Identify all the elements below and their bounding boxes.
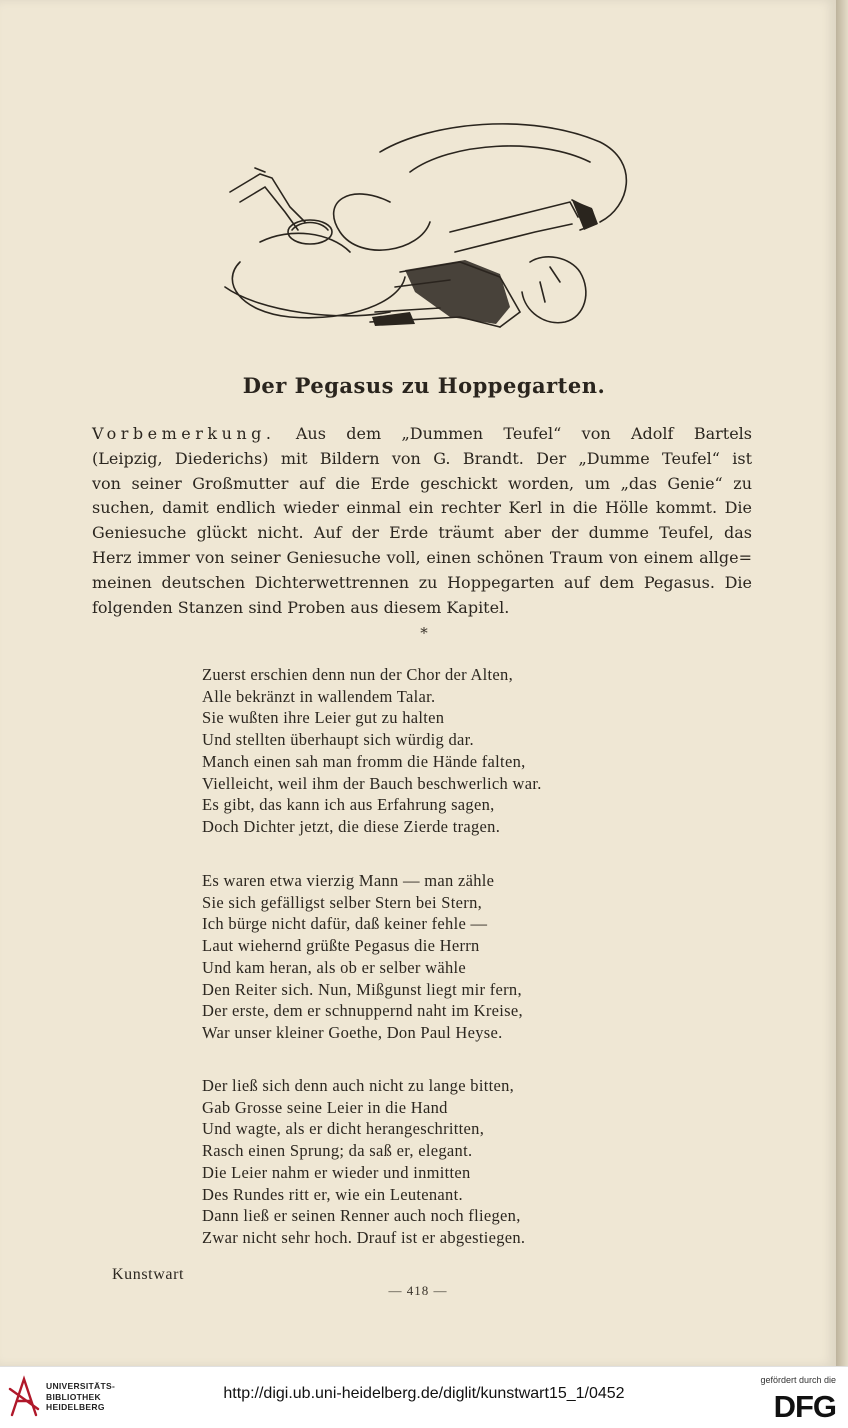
stanza-3 (202, 1075, 622, 1249)
verse-line: Vielleicht, weil ihm der Bauch beschwerlich war. (202, 773, 542, 793)
preface-line-text: Aus dem „Dummen Teufel“ von Adolf Bartels (275, 424, 752, 443)
verse-line: Der ließ sich denn auch nicht zu lange bitten, (202, 1076, 515, 1095)
verse-line: Dann ließ er seinen Renner auch noch fliegen, (202, 1206, 521, 1226)
cartoon-illustration (200, 112, 650, 347)
verse-line: Doch Dichter jetzt, die diese Zierde tragen. (202, 816, 501, 836)
verse-line: Und wagte, als er dicht herangeschritten, (202, 1119, 485, 1139)
verse-line: Manch einen sah man fromm die Hände falten, (202, 751, 526, 771)
verse-line: Zuerst erschien denn nun der Chor der Alten, (202, 665, 514, 684)
preface-line: Geniesuche glückt nicht. Auf der Erde träumt aber der dumme Teufel, das (92, 523, 752, 543)
preface-line: suchen, damit endlich wieder einmal ein rechter Kerl in die Hölle kommt. Die (92, 498, 752, 518)
verse-line: Die Leier nahm er wieder und inmitten (202, 1162, 471, 1182)
page-number: — 418 — (388, 1283, 448, 1298)
verse-line: Sie sich gefälligst selber Stern bei Stern, (202, 892, 483, 912)
library-name-line: BIBLIOTHEK (46, 1391, 101, 1402)
verse-line: Laut wiehernd grüßte Pegasus die Herrn (202, 936, 480, 956)
stanza-2 (202, 870, 622, 1044)
verse-line: Sie wußten ihre Leier gut zu halten (202, 708, 445, 728)
preface-lead: Vorbemerkung. (92, 424, 276, 443)
journal-name: Kunstwart (112, 1266, 185, 1283)
verse-line: Gab Grosse seine Leier in die Hand (202, 1097, 448, 1117)
dfg-logo: DFG (773, 1389, 836, 1424)
viewer-bottom-bar (0, 1366, 848, 1428)
preface-line: von seiner Großmutter auf die Erde geschickt worden, um „das Genie“ zu (92, 473, 752, 493)
verse-line: Des Rundes ritt er, wie ein Leutenant. (202, 1184, 463, 1204)
verse-line: Der erste, dem er schnuppernd naht im Kreise, (202, 1001, 523, 1021)
library-name-line: UNIVERSITÄTS- (46, 1381, 116, 1391)
verse-line: Den Reiter sich. Nun, Mißgunst liegt mir fern, (202, 979, 522, 999)
poem-title: Der Pegasus zu Hoppegarten. (242, 373, 606, 398)
preface-line: meinen deutschen Dichterwettrennen zu Hoppegarten auf dem Pegasus. Die (92, 572, 752, 592)
preface-line (92, 422, 752, 447)
verse-line: Es gibt, das kann ich aus Erfahrung sagen, (202, 795, 495, 815)
library-name-line: HEIDELBERG (46, 1402, 105, 1412)
verse-line: Rasch einen Sprung; da saß er, elegant. (202, 1141, 473, 1161)
preface (92, 422, 752, 620)
verse-line: Alle bekränzt in wallendem Talar. (202, 686, 436, 706)
verse-line: Zwar nicht sehr hoch. Drauf ist er abgestiegen. (202, 1227, 526, 1247)
permalink-url[interactable]: http://digi.ub.uni-heidelberg.de/diglit/kunstwart15_1/0452 (223, 1385, 625, 1402)
preface-line: (Leipzig, Diederichs) mit Bildern von G. Brandt. Der „Dumme Teufel“ ist (92, 448, 752, 468)
funded-by-label: gefördert durch die (760, 1375, 836, 1385)
book-gutter (836, 0, 848, 1366)
verse-line: Ich bürge nicht dafür, daß keiner fehle — (202, 914, 488, 934)
verse-line: War unser kleiner Goethe, Don Paul Heyse. (202, 1022, 503, 1042)
stanza-1 (202, 664, 622, 838)
preface-line: folgenden Stanzen sind Proben aus diesem Kapitel. (92, 597, 510, 617)
section-separator: * (420, 624, 428, 642)
preface-line: Herz immer von seiner Geniesuche voll, einen schönen Traum von einem allge= (92, 547, 752, 567)
verse-line: Und kam heran, als ob er selber wähle (202, 957, 467, 977)
verse-line: Und stellten überhaupt sich würdig dar. (202, 730, 474, 750)
verse-line: Es waren etwa vierzig Mann — man zähle (202, 871, 495, 890)
